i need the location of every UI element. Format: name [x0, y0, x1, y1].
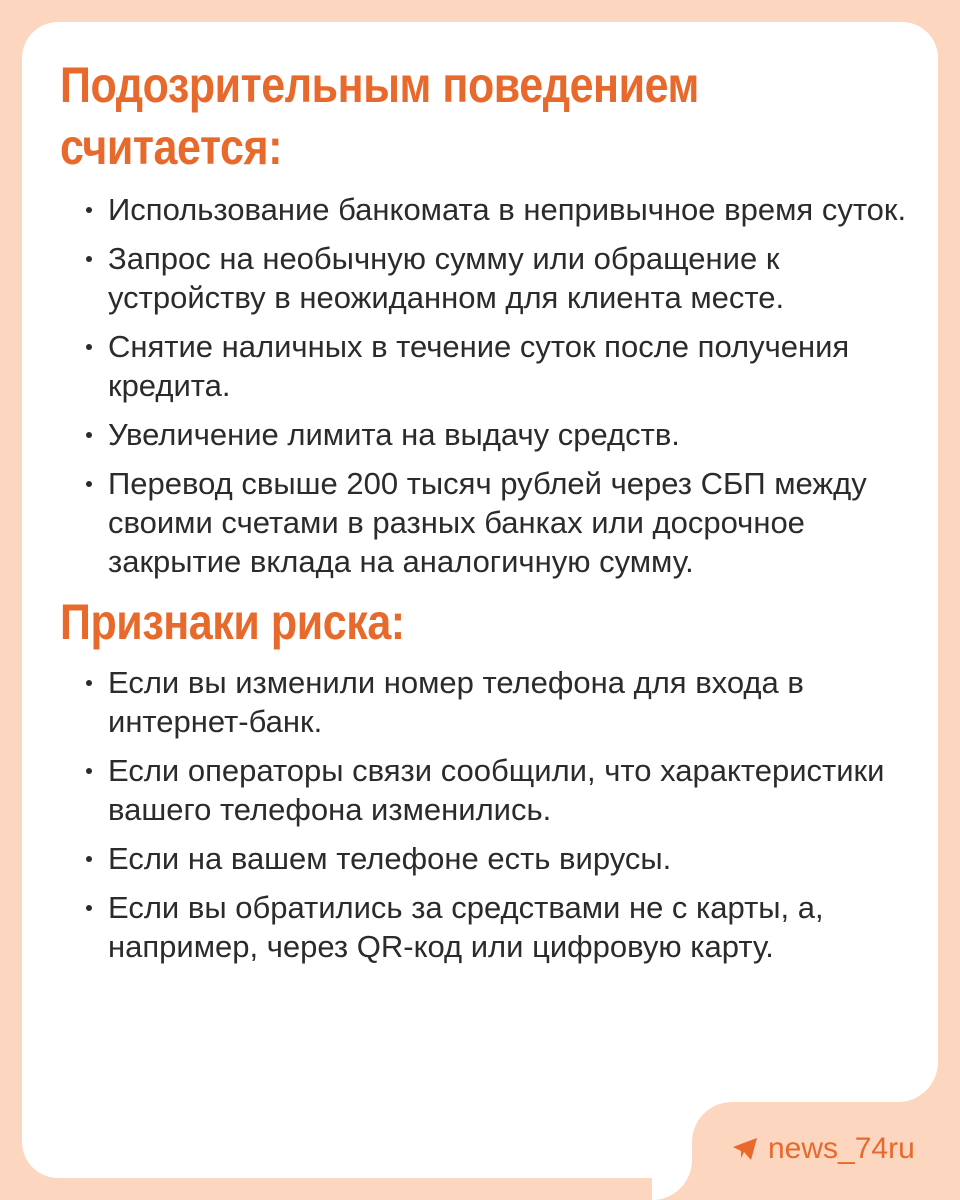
bullet-icon [86, 905, 92, 911]
suspicious-list [60, 190, 920, 581]
bullet-icon [86, 207, 92, 213]
list-item: Если вы изменили номер телефона для входа в интернет-банк. [60, 663, 920, 741]
bullet-icon [86, 680, 92, 686]
bullet-icon [86, 768, 92, 774]
section-suspicious-behavior [60, 54, 920, 581]
list-item: Если операторы связи сообщили, что характеристики вашего телефона изменились. [60, 751, 920, 829]
list-item: Перевод свыше 200 тысяч рублей через СБП между своими счетами в разных банках или досрочное закрытие вклада на аналогичную сумму. [60, 464, 920, 581]
section-risk-signs [60, 591, 920, 966]
bullet-icon [86, 856, 92, 862]
badge-corner-decoration [652, 1160, 692, 1200]
section-title-suspicious: Подозрительным поведением считается: [60, 57, 699, 175]
section-title-risk: Признаки риска: [60, 594, 405, 650]
card-content [60, 54, 920, 976]
risk-list [60, 663, 920, 966]
list-item: Использование банкомата в непривычное время суток. [60, 190, 920, 229]
bullet-icon [86, 432, 92, 438]
bullet-icon [86, 256, 92, 262]
info-card [22, 22, 938, 1178]
list-item: Запрос на необычную сумму или обращение к устройству в неожиданном для клиента месте. [60, 239, 920, 317]
channel-handle: news_74ru [768, 1132, 915, 1165]
list-item: Снятие наличных в течение суток после получения кредита. [60, 327, 920, 405]
telegram-icon [732, 1137, 758, 1161]
list-item: Если вы обратились за средствами не с карты, а, например, через QR-код или цифровую карту. [60, 888, 920, 966]
list-item: Увеличение лимита на выдачу средств. [60, 415, 920, 454]
list-item: Если на вашем телефоне есть вирусы. [60, 839, 920, 878]
bullet-icon [86, 344, 92, 350]
bullet-icon [86, 481, 92, 487]
badge-corner-decoration [898, 1062, 938, 1102]
telegram-channel-badge[interactable] [692, 1102, 960, 1200]
